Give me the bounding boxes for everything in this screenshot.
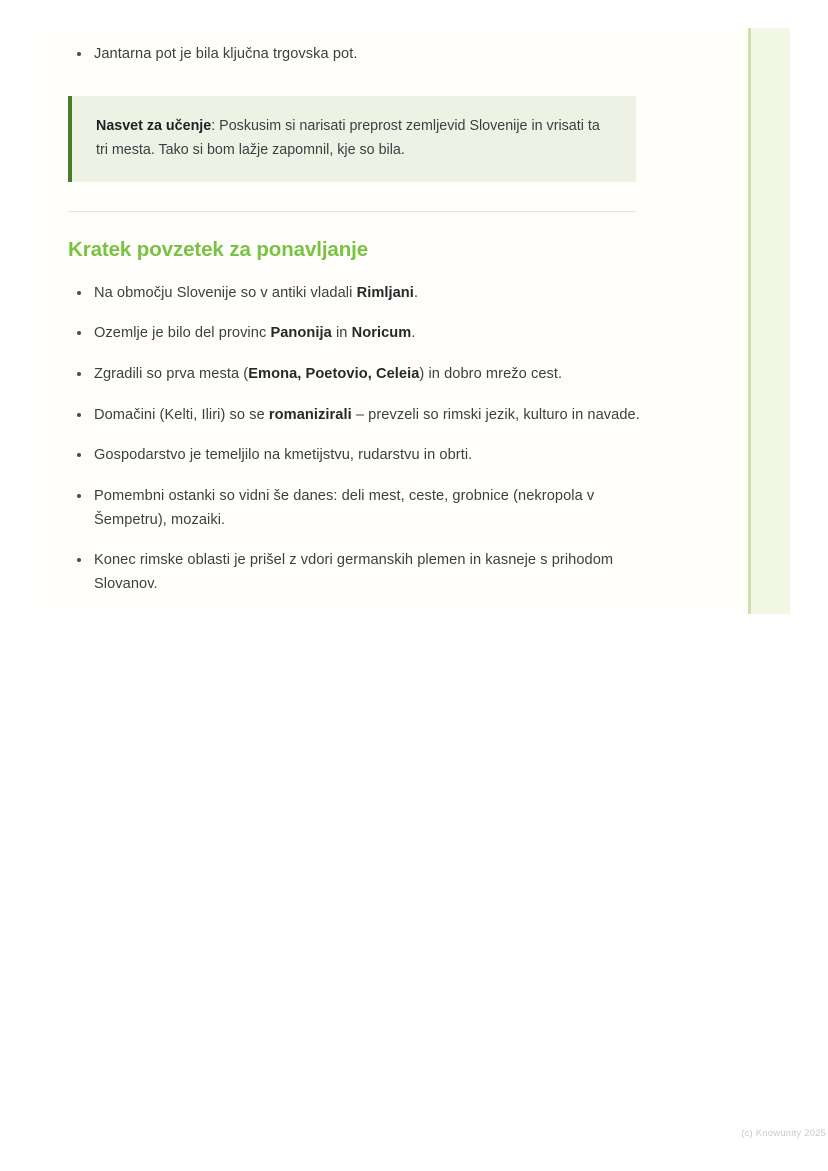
list-item-text: Gospodarstvo je temeljilo na kmetijstvu, rudarstvu in obrti. <box>94 447 473 464</box>
emphasis-term: romanizirali <box>268 406 352 423</box>
summary-bullet-list <box>68 282 668 597</box>
list-item-text: Jantarna pot je bila ključna trgovska pot. <box>94 46 358 62</box>
list-item <box>68 485 668 532</box>
list-item-text: Zgradili so prva mesta ( <box>94 366 249 383</box>
list-item-text: . <box>413 284 419 301</box>
section-divider <box>68 211 636 212</box>
list-item <box>68 322 668 346</box>
intro-bullet-list <box>68 28 668 67</box>
page-footer <box>38 1128 826 1139</box>
list-item-text: Ozemlje je bilo del provinc <box>94 325 271 342</box>
emphasis-term: Panonija <box>270 325 332 342</box>
document-content-column <box>68 28 668 614</box>
list-item <box>68 282 668 306</box>
list-item <box>68 363 668 387</box>
list-item <box>68 43 668 67</box>
list-item-text: in <box>331 325 352 342</box>
list-item <box>68 549 668 596</box>
study-tip-text <box>96 114 614 163</box>
list-item-text: – prevzeli so rimski jezik, kulturo in navade. <box>351 406 640 423</box>
list-item-text: Domačini (Kelti, Iliri) so se <box>94 406 269 423</box>
list-item <box>68 444 668 468</box>
document-page-sheet <box>38 28 826 1139</box>
list-item-text: Konec rimske oblasti je prišel z vdori germanskih plemen in kasneje s prihodom Slovanov. <box>94 552 614 592</box>
copyright-label: (c) Knowunity 2025 <box>741 1128 826 1139</box>
list-item-text: Na območju Slovenije so v antiki vladali <box>94 284 357 301</box>
list-item-text: . <box>411 325 416 342</box>
emphasis-term: Emona, Poetovio, Celeia <box>248 366 420 383</box>
list-item-text: Pomembni ostanki so vidni še danes: deli mest, ceste, grobnice (nekropola v Šempetru), mozaiki. <box>94 488 595 528</box>
summary-section-heading: Kratek povzetek za ponavljanje <box>68 237 369 261</box>
study-tip-body: : Poskusim si narisati preprost zemljevid Slovenije in vrisati ta tri mesta. Tako si bom lažje zapomnil, kje so bila. <box>96 117 600 159</box>
study-tip-callout <box>68 96 636 182</box>
study-tip-label: Nasvet za učenje <box>96 117 212 134</box>
list-item-text: ) in dobro mrežo cest. <box>419 366 563 383</box>
emphasis-term: Noricum <box>351 325 412 342</box>
list-item <box>68 404 668 428</box>
page-accent-strip <box>748 28 790 614</box>
emphasis-term: Rimljani <box>356 284 414 301</box>
